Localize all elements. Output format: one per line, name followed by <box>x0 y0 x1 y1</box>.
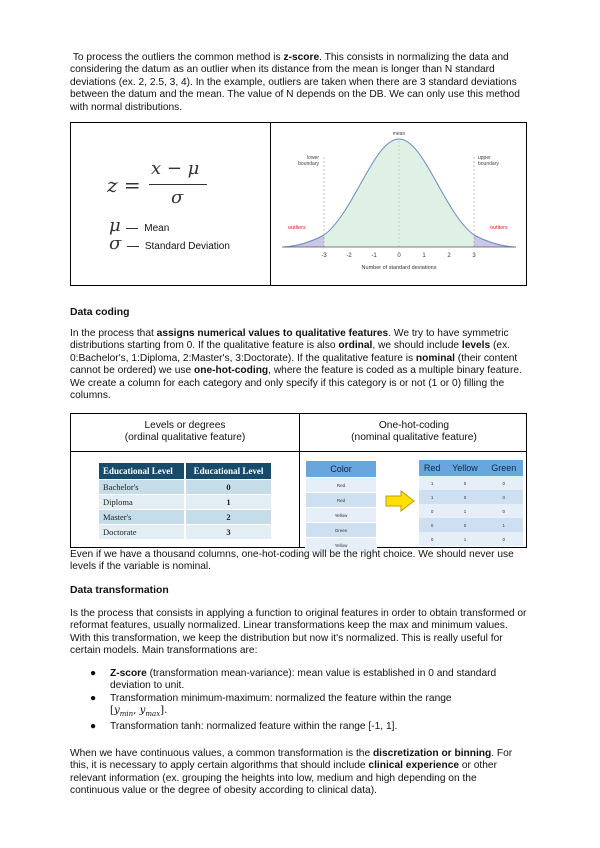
table-row: Red <box>306 493 377 508</box>
transformation-list <box>90 668 520 733</box>
data-coding-paragraph: In the process that assigns numerical values to qualitative features. We try to have symmetric distributions starting from 0. If the qualitative feature is also ordinal, we should include levels (ex. 0:Bachelor's, 1:Diploma, 2:Master's, 3:Doctorate). If the qualitative feature is nominal (their content cannot be ordered) we use one-hot-coding, where the feature is coded as a multiple binary feature. We create a column for each category and only specify if this category is or not (1 or 0) filling the columns. <box>70 328 522 402</box>
mu-legend: μ Mean <box>109 215 170 236</box>
levels-caption: Levels or degrees (ordinal qualitative feature) <box>124 420 246 444</box>
final-paragraph: When we have continuous values, a common transformation is the discretization or binning. For this, it is necessary to apply certain algorithms that should include clinical experience or other relevant information (ex. grouping the heights into low, medium and high depending on the continuous value or the degree of obesity according to clinical data). <box>70 748 513 797</box>
data-coding-heading: Data coding <box>70 307 130 318</box>
onehot-visual <box>305 460 523 546</box>
table-row: Diploma 1 <box>99 495 271 509</box>
zscore-formula: z = x − μ σ <box>107 161 257 211</box>
education-level-table: Educational Level Educational Level Bachelor's 0 Diploma 1 Master's 2 Doctorate 3 <box>97 462 273 540</box>
tick-label: 2 <box>447 253 451 259</box>
arrow-icon <box>385 490 415 512</box>
table-row: 0 1 0 <box>419 504 523 518</box>
data-transformation-paragraph: Is the process that consists in applying a function to original features in order to obtain transformed or reformat features, usually normalized. Linear transformations keep the max and minimum values. With this transformation, we keep the distribution but now it's normalized. This is really useful for certain models. Main transformations are: <box>70 608 527 657</box>
bell-curve-chart <box>274 129 524 281</box>
tick-label: 1 <box>422 253 426 259</box>
table-row: Red <box>306 478 377 493</box>
onehot-caption: One-hot-coding (nominal qualitative feature) <box>351 420 477 444</box>
outliers-right-label: outliers <box>490 225 508 231</box>
list-item: ● Z-score (transformation mean-variance): mean value is established in 0 and standard deviation to unit. <box>90 668 497 692</box>
onehot-header: Green <box>485 460 523 476</box>
table-row: 0 0 1 <box>419 518 523 532</box>
tick-labels <box>321 253 476 259</box>
sigma-legend: σ Standard Deviation <box>109 233 230 254</box>
coding-comparison-table <box>70 413 527 548</box>
upper-boundary-label: upper boundary <box>478 155 499 167</box>
list-item: ● Transformation tanh: normalized feature within the range [-1, 1]. <box>90 720 398 732</box>
x-axis-label: Number of standard deviations <box>361 265 437 271</box>
tick-label: -3 <box>321 253 327 259</box>
table-row: Yellow <box>306 538 377 553</box>
lower-boundary-label: lower boundary <box>298 155 319 167</box>
tick-label: 3 <box>472 253 476 259</box>
data-transformation-heading: Data transformation <box>70 585 169 596</box>
mean-label: mean <box>392 131 406 137</box>
outliers-left-label: outliers <box>288 225 306 231</box>
onehot-header: Yellow <box>445 460 484 476</box>
list-item: ● Transformation minimum-maximum: normalized the feature within the range [$y_{min}$, $y_{max}$]. <box>90 692 452 719</box>
tick-label: -2 <box>346 253 352 259</box>
lower-tail-area <box>284 235 324 247</box>
onehot-matrix <box>419 460 523 546</box>
color-column: Color Red Red Yellow Green Yellow <box>305 460 377 553</box>
table-row: Green <box>306 523 377 538</box>
zscore-figure <box>70 122 527 286</box>
table-row: Bachelor's 0 <box>99 480 271 494</box>
tick-label: -1 <box>371 253 377 259</box>
table-row: 1 0 0 <box>419 490 523 504</box>
table-row: Yellow <box>306 508 377 523</box>
onehot-header: Red <box>419 460 445 476</box>
intro-paragraph: To process the outliers the common method is z-score. This consists in normalizing the data and considering the datum as an outlier when its distance from the mean is longer than N standard deviations (ex. 2, 2.5, 3, 4). In the example, outliers are taken when there are 3 standard deviations between the datum and the mean. The value of N depends on the DB. We can only use this method with normal distributions. <box>70 52 520 113</box>
tick-label: 0 <box>397 253 401 259</box>
table-row: Doctorate 3 <box>99 525 271 539</box>
table-row: Master's 2 <box>99 510 271 524</box>
table-row: 0 1 0 <box>419 532 523 546</box>
table-row: 1 0 0 <box>419 476 523 490</box>
upper-tail-area <box>474 235 514 247</box>
after-table-paragraph: Even if we have a thousand columns, one-hot-coding will be the right choice. We should never use levels if the variable is nominal. <box>70 549 514 573</box>
